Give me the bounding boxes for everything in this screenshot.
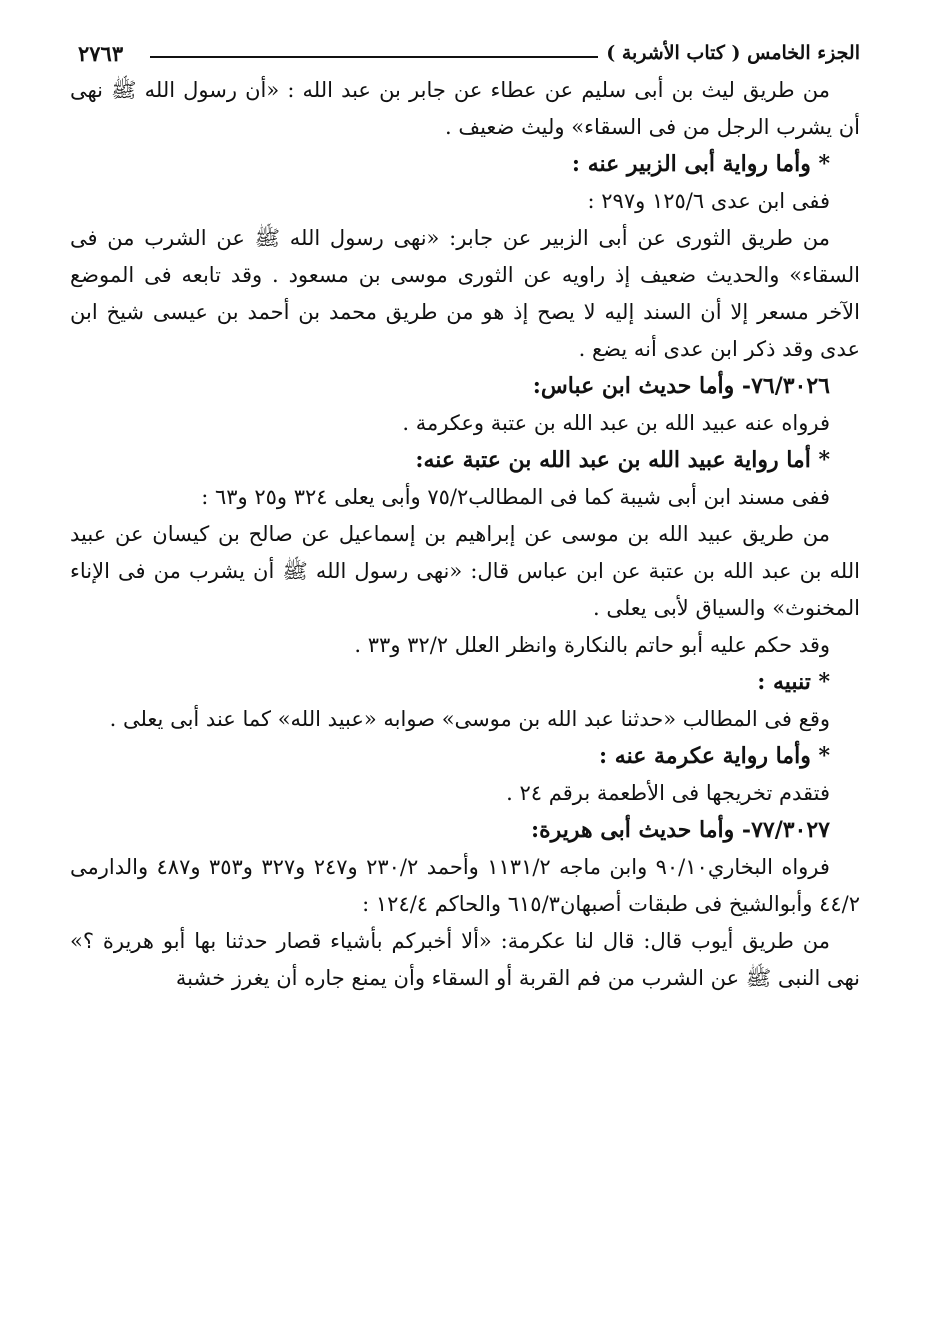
paragraph: ففى مسند ابن أبى شيبة كما فى المطالب٧٥/٢ وأبى يعلى ٣٢٤ و٢٥ و٦٣ : xyxy=(201,485,830,509)
paragraph: من طريق ليث بن أبى سليم عن عطاء عن جابر بن عبد الله : «أن رسول الله ﷺ نهى أن يشرب الرجل من فى السقاء» وليث ضعيف . xyxy=(70,78,860,139)
paragraph: من طريق الثورى عن أبى الزبير عن جابر: «نهى رسول الله ﷺ عن الشرب من فى السقاء» والحديث ضعيف إذ راويه عن الثورى موسى بن مسعود . وقد تابعه فى الموضع الآخر مسعر إلا أن السند إليه لا يصح إذ هو من طريق محمد بن أحمد بن عيسى شيخ ابن عدى وقد ذكر ابن عدى أنه يضع . xyxy=(70,226,860,361)
note-heading: * تنبيه : xyxy=(757,669,830,695)
paragraph: ففى ابن عدى ١٢٥/٦ و٢٩٧ : xyxy=(587,189,830,213)
page-header xyxy=(70,28,860,72)
paragraph: وقع فى المطالب «حدثنا عبد الله بن موسى» صوابه «عبيد الله» كما عند أبى يعلى . xyxy=(109,707,830,731)
section-heading: ٧٧/٣٠٢٧- وأما حديث أبى هريرة: xyxy=(530,817,830,843)
running-title: الجزء الخامس ( كتاب الأشربة ) xyxy=(606,42,860,64)
section-heading: * وأما رواية عكرمة عنه : xyxy=(599,743,830,769)
page-number: ٢٧٦٣ xyxy=(78,41,124,66)
page-body xyxy=(70,72,860,997)
section-heading: * وأما رواية أبى الزبير عنه : xyxy=(571,151,830,177)
section-heading: * أما رواية عبيد الله بن عبد الله بن عتبة عنه: xyxy=(415,447,830,473)
book-page xyxy=(70,28,860,997)
paragraph: فرواه عنه عبيد الله بن عبد الله بن عتبة وعكرمة . xyxy=(402,411,830,435)
paragraph: من طريق أيوب قال: قال لنا عكرمة: «ألا أخبركم بأشياء قصار حدثنا بها أبو هريرة ؟» نهى النبى ﷺ عن الشرب من فم القربة أو السقاء وأن يمنع جاره أن يغرز خشبة xyxy=(70,929,860,990)
header-rule xyxy=(150,56,598,58)
paragraph: فرواه البخاري٩٠/١٠ وابن ماجه ١١٣١/٢ وأحمد ٢٣٠/٢ و٢٤٧ و٣٢٧ و٣٥٣ و٤٨٧ والدارمى ٤٤/٢ وأبوالشيخ فى طبقات أصبهان٦١٥/٣ والحاكم ١٢٤/٤ : xyxy=(70,855,860,916)
paragraph: فتقدم تخريجها فى الأطعمة برقم ٢٤ . xyxy=(506,781,830,805)
paragraph: وقد حكم عليه أبو حاتم بالنكارة وانظر العلل ٣٢/٢ و٣٣ . xyxy=(354,633,830,657)
paragraph: من طريق عبيد الله بن موسى عن إبراهيم بن إسماعيل عن صالح بن كيسان عن عبيد الله بن عبد الله بن عتبة عن ابن عباس قال: «نهى رسول الله ﷺ أن يشرب من فى الإناء المخنوث» والسياق لأبى يعلى . xyxy=(70,522,860,620)
section-heading: ٧٦/٣٠٢٦- وأما حديث ابن عباس: xyxy=(532,373,830,399)
